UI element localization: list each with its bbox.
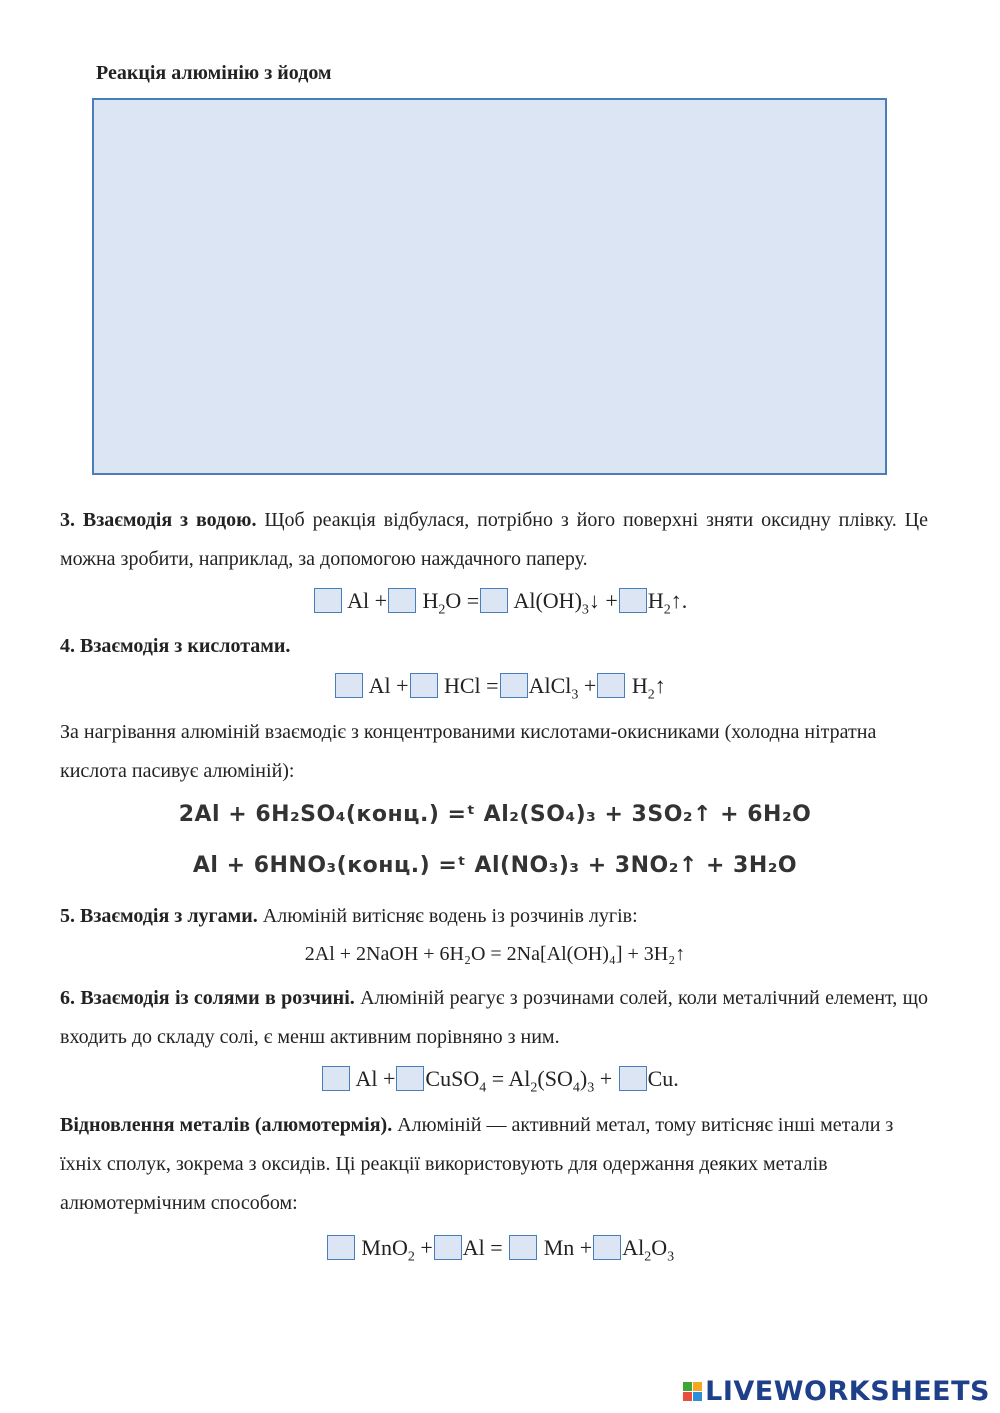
water-heading: 3. Взаємодія з водою. [60,509,257,531]
eq-sub: 4 [479,1080,487,1096]
eq-text: O [651,1235,668,1260]
eq-text: Al + [347,588,387,613]
eq-text: Mn + [543,1235,593,1260]
coef-input-6[interactable] [410,673,438,698]
eq-sub: 3 [587,1080,595,1096]
acids-equation [0,673,1000,703]
salts-paragraph [60,979,928,1057]
water-equation [0,588,1000,618]
aluminothermy-paragraph [60,1106,928,1223]
coef-input-7[interactable] [500,673,528,698]
aluminothermy-text: Алюміній — активний метал, тому витісняє інші метали з їхніх сполук, зокрема з оксидів. Ці реакції використовують для одержання деяких металів алюмотермічним способом: [60,1114,894,1214]
salts-text: Алюміній реагує з розчинами солей, коли металічний елемент, що входить до складу солі, є менш активним порівняно з ним. [60,987,928,1048]
nitric-acid-equation: Al + 6HNO₃(конц.) =ᵗ Al(NO₃)₃ + 3NO₂↑ + 3H₂O [192,853,798,878]
eq-sub: 3 [581,602,589,618]
alkali-paragraph [60,897,928,936]
eq-sub: 2 [530,1080,538,1096]
eq-sub: 4 [572,1080,580,1096]
eq-text: Cu. [647,1066,679,1091]
alkali-heading: 5. Взаємодія з лугами. [60,905,258,927]
coef-input-12[interactable] [327,1235,355,1260]
coef-input-5[interactable] [335,673,363,698]
water-paragraph [60,501,928,579]
eq-sub: 3 [571,687,579,703]
coef-input-15[interactable] [593,1235,621,1260]
eq-text: Al + [355,1066,396,1091]
brand-text: LIVEWORKSHEETS [705,1376,990,1407]
oxidizing-acids-text: За нагрівання алюміній взаємодіє з концентрованими кислотами-окисниками (холодна нітратна кислота пасивує алюміній): [60,721,877,782]
eq-text: Al + [368,673,409,698]
eq-text: ↓ + [588,588,618,613]
coef-input-4[interactable] [619,588,647,613]
eq-text: ↑ [654,673,666,698]
liveworksheets-logo-icon [683,1382,702,1401]
eq-sub: 2 [644,1249,652,1265]
eq-text: = Al [491,1066,531,1091]
salts-heading: 6. Взаємодія із солями в розчині. [60,987,355,1009]
eq-sub: 2 [663,602,671,618]
eq-text: AlCl [528,673,572,698]
water-text: Щоб реакція відбулася, потрібно з його поверхні зняти оксидну плівку. Це можна зробити, наприклад, за допомогою наждачного паперу. [60,509,928,570]
alkali-text: Алюміній витісняє водень із розчинів лугів: [257,905,638,927]
coef-input-3[interactable] [480,588,508,613]
eq-text: MnO [361,1235,408,1260]
coef-input-1[interactable] [314,588,342,613]
coef-input-14[interactable] [509,1235,537,1260]
aluminothermy-equation [0,1235,1000,1265]
acids-heading: 4. Взаємодія з кислотами. [60,635,291,657]
eq-text: ↑. [670,588,688,613]
section-title: Реакція алюмінію з йодом [96,62,332,84]
eq-sub: 3 [667,1249,675,1265]
eq-sub: 2 [438,602,446,618]
coef-input-9[interactable] [322,1066,350,1091]
salts-equation [0,1066,1000,1096]
eq-text: CuSO [425,1066,480,1091]
eq-text: H [631,673,648,698]
eq-text: Al(OH) [513,588,582,613]
eq-text: + [583,673,597,698]
eq-text: H [647,588,664,613]
eq-text: + [599,1066,613,1091]
eq-text: Al [622,1235,645,1260]
sulfuric-acid-equation: 2Al + 6H₂SO₄(конц.) =ᵗ Al₂(SO₄)₃ + 3SO₂↑ + 6H₂O [178,802,812,827]
eq-sub: 2 [407,1249,415,1265]
eq-text: Al = [462,1235,503,1260]
eq-text: (SO [537,1066,573,1091]
acids-paragraph [60,627,928,666]
liveworksheets-brand [683,1376,990,1407]
coef-input-13[interactable] [434,1235,462,1260]
eq-text: H [422,588,439,613]
aluminothermy-heading: Відновлення металів (алюмотермія). [60,1114,393,1136]
eq-sub: 2 [647,687,655,703]
coef-input-10[interactable] [396,1066,424,1091]
eq-text: ) [579,1066,588,1091]
coef-input-8[interactable] [597,673,625,698]
coef-input-2[interactable] [388,588,416,613]
drawing-answer-box[interactable] [92,98,887,475]
alkali-equation: 2Al + 2NaOH + 6H₂O = 2Na[Al(OH)₄] + 3H₂↑ [304,943,686,965]
eq-text: + [420,1235,433,1260]
coef-input-11[interactable] [619,1066,647,1091]
eq-text: HCl = [444,673,499,698]
eq-text: O = [445,588,480,613]
